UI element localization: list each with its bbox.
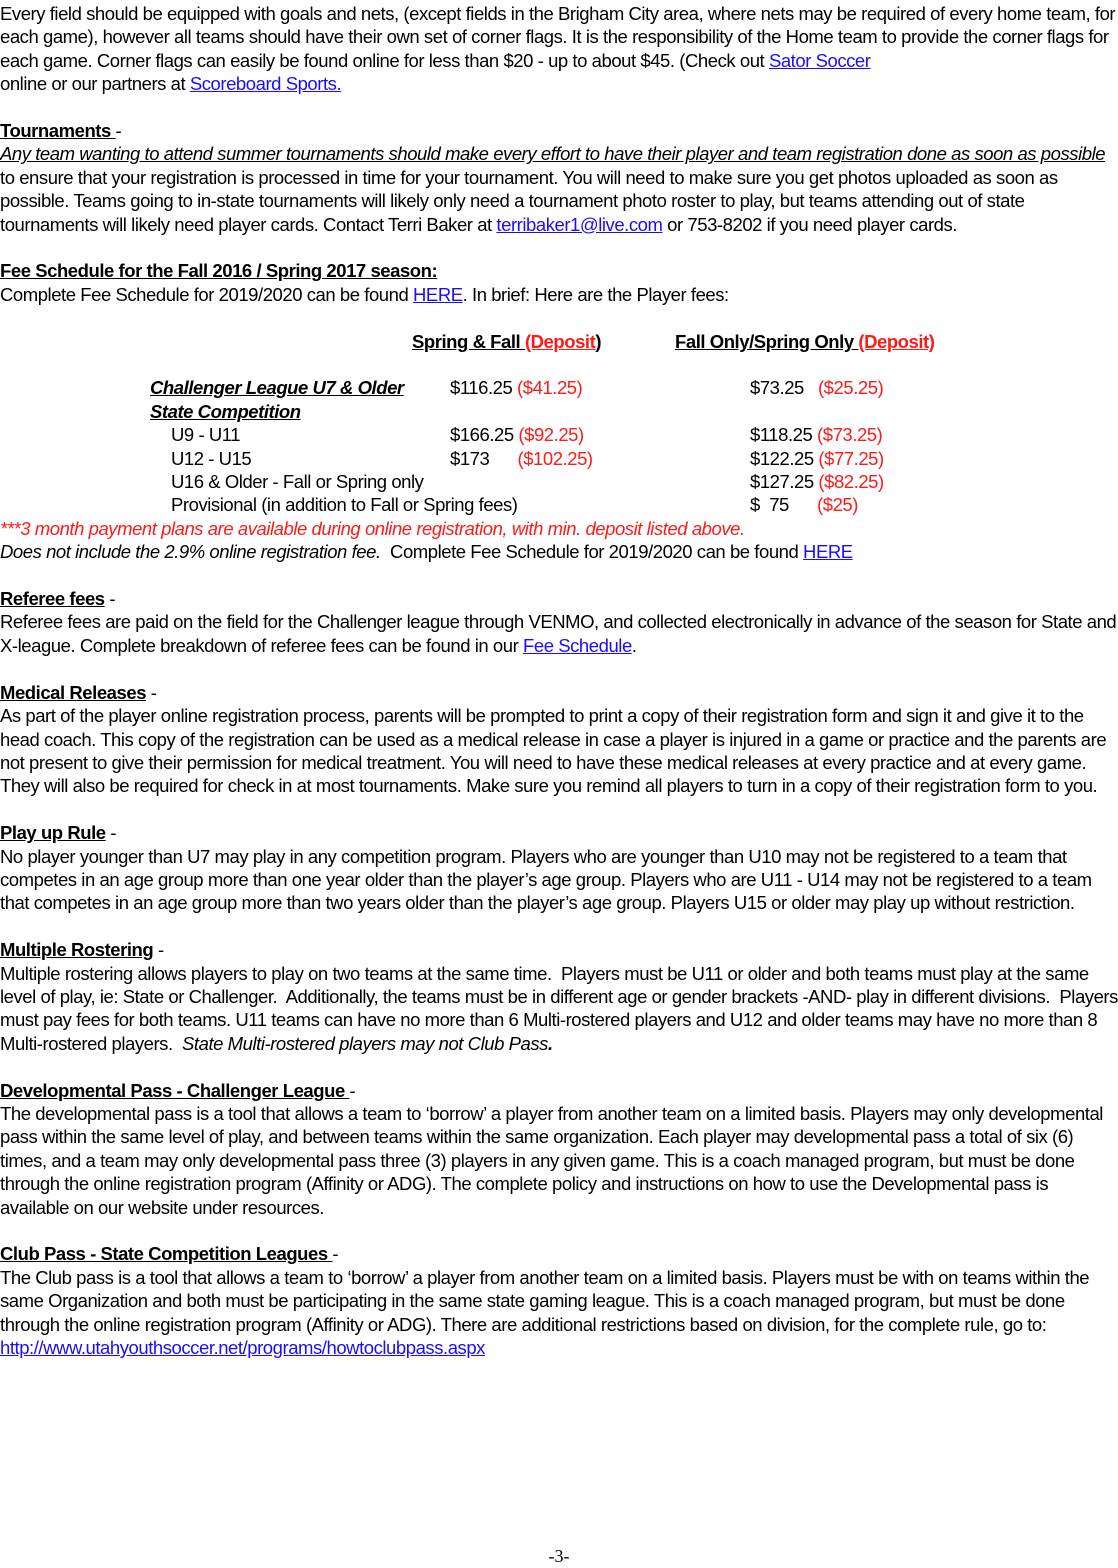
developmental-pass-section: [0, 1079, 1118, 1219]
tournaments-heading: Tournaments: [0, 120, 116, 142]
fee-spring-fall: $116.25: [450, 377, 518, 399]
club-pass-body: [0, 1266, 1118, 1360]
fall-only-deposit-label: (Deposit): [858, 330, 935, 352]
fee-row: [0, 493, 884, 516]
clubpass-text: The Club pass is a tool that allows a team to ‘borrow’ a player from another team on a limited basis. Players must be with on teams within the same Organization and both must be participating in the same state gaming league. This is a coach managed program, but must be done through the online registration program (Affinity or ADG). There are additional restrictions based on division, for the complete rule, go to:: [0, 1266, 1090, 1335]
fee-spring-fall-deposit: ($41.25): [517, 377, 583, 399]
fee-intro-text: Complete Fee Schedule for 2019/2020 can be found: [0, 283, 414, 305]
fee-spring-fall: $173: [450, 447, 518, 469]
fee-row: [0, 400, 884, 423]
fee-row-label: U16 & Older - Fall or Spring only: [171, 471, 424, 493]
fee-schedule-here-link-2[interactable]: HERE: [803, 541, 853, 563]
fee-row: [0, 376, 884, 399]
clubpass-dash: -: [332, 1243, 339, 1265]
referee-section: [0, 587, 1118, 657]
intro-text: Every field should be equipped with goals and nets, (except fields in the Brigham City area, where nets may be required of every home team, for each game), however all teams should have their own set of corner flags. It is the responsibility of the Home team to provide the corner flags for each game. Corner flags can easily be found online for less than $20 - up to about $45. (Check out: [0, 3, 1116, 71]
fee-schedule-section: [0, 259, 1118, 563]
tournaments-text: to ensure that your registration is processed in time for your tournament. You will need to make sure you get photos uploaded as soon as possible. Teams going to in-state tournaments will likely only need a tournament photo roster to play, but teams attending out of state tournaments will likely need player cards. Contact Terri Baker at: [0, 166, 1058, 235]
multiple-dot: .: [547, 1032, 553, 1054]
fee-footnote-text: Complete Fee Schedule for 2019/2020 can be found: [380, 541, 804, 563]
referee-heading: Referee fees: [0, 588, 105, 610]
fee-single-season: $118.25: [750, 424, 818, 446]
fee-schedule-link[interactable]: Fee Schedule: [523, 634, 632, 656]
spring-fall-label: Spring & Fall: [412, 330, 525, 352]
medical-heading: Medical Releases: [0, 681, 147, 703]
tournaments-text2: or 753-8202 if you need player cards.: [662, 213, 957, 235]
referee-tail: .: [631, 634, 637, 656]
multiple-rostering-section: [0, 938, 1118, 1055]
fee-single-season-deposit: ($25.25): [817, 377, 884, 399]
terri-baker-email-link[interactable]: terribaker1@live.com: [496, 213, 663, 235]
fee-row-label: State Competition: [150, 400, 301, 422]
spring-fall-column-header: [412, 330, 601, 353]
fee-spring-fall-deposit: ($92.25): [518, 424, 584, 446]
fee-spring-fall: $166.25: [450, 424, 519, 446]
spring-fall-deposit-label: (Deposit: [524, 330, 596, 352]
tournaments-italic: Any team wanting to attend summer tournaments should make every effort to have their player and team registration done as soon as possible: [0, 143, 1106, 165]
devpass-dash: -: [349, 1079, 356, 1101]
spring-fall-close: ): [595, 330, 602, 352]
fee-schedule-here-link[interactable]: HERE: [413, 283, 463, 305]
fee-intro-tail: . In brief: Here are the Player fees:: [462, 283, 729, 305]
fee-row-label: U12 - U15: [171, 447, 252, 469]
fee-spring-fall-deposit: ($102.25): [517, 447, 593, 469]
developmental-pass-body: The developmental pass is a tool that allows a team to ‘borrow’ a player from another team on a limited basis. Players may only developmental pass within the same level of play, and between teams within the same organization. Each player may developmental pass a total of six (6) times, and a team may only developmental pass three (3) players in any given game. This is a coach managed program, but must be done through the online registration program (Affinity or ADG). The complete policy and instructions on how to use the Developmental pass is available on our website under resources.: [0, 1102, 1103, 1218]
referee-body: [0, 610, 1118, 657]
club-pass-section: [0, 1242, 1118, 1359]
payment-plan-note: ***3 month payment plans are available during online registration, with min. deposit listed above.: [0, 517, 745, 539]
referee-dash: -: [104, 588, 116, 610]
playup-body: No player younger than U7 may play in any competition program. Players who are younger than U10 may not be registered to a team that competes in an age group more than one year older than the player’s age group. Players who are U11 - U14 may not be registered to a team that competes in an age group more than two years older than the player’s age group. Players U15 or older may play up without restriction.: [0, 845, 1092, 914]
fee-table: [0, 376, 884, 516]
multiple-text: Multiple rostering allows players to play on two teams at the same time. Players must be U11 or older and both teams must play at the same level of play, ie: State or Challenger. Additionally, the teams must be in different age or gender brackets -AND- play in different divisions. Players must pay fees for both teams. U11 teams can have no more than 6 Multi-rostered players and U12 and older teams may have no more than 8 Multi-rostered players.: [0, 962, 1118, 1054]
medical-body: As part of the player online registration process, parents will be prompted to print a copy of their registration form and sign it and give it to the head coach. This copy of the registration can be used as a medical release in case a player is injured in a game or practice and the parents are not present to give their permission for medical treatment. You will need to have these medical releases at every practice and at every game. They will also be required for check in at most tournaments. Make sure you remind all players to turn in a copy of their registration form to you.: [0, 705, 1107, 797]
fee-schedule-intro: [0, 283, 1118, 306]
fee-single-season-deposit: ($73.25): [817, 424, 883, 446]
multiple-dash: -: [153, 939, 164, 961]
fee-table-header: [0, 330, 1118, 377]
fall-only-column-header: [675, 330, 934, 353]
page-number: -3-: [548, 1546, 570, 1566]
medical-section: [0, 681, 1118, 798]
sator-soccer-link[interactable]: Sator Soccer: [768, 49, 871, 71]
multiple-rostering-body: [0, 962, 1118, 1056]
fee-single-season: $122.25: [750, 447, 819, 469]
fee-row: [0, 447, 884, 470]
developmental-pass-heading: Developmental Pass - Challenger League: [0, 1079, 350, 1101]
fee-single-season-deposit: ($77.25): [818, 447, 884, 469]
club-pass-heading: Club Pass - State Competition Leagues: [0, 1243, 333, 1265]
fee-row: [0, 470, 884, 493]
fee-row-label: Challenger League U7 & Older: [150, 377, 404, 399]
fee-single-season: $73.25: [750, 377, 818, 399]
intro-mid: online or our partners at: [0, 73, 190, 95]
intro-paragraph: [0, 2, 1118, 96]
fee-single-season: $ 75: [750, 494, 818, 516]
fee-single-season-deposit: ($82.25): [818, 471, 884, 493]
fee-footnote-italic: Does not include the 2.9% online registration fee.: [0, 541, 381, 563]
multiple-italic: State Multi-rostered players may not Club Pass: [182, 1032, 548, 1054]
fee-single-season: $127.25: [750, 471, 819, 493]
fall-only-label: Fall Only/Spring Only: [675, 330, 859, 352]
fee-row-label: Provisional (in addition to Fall or Spring fees): [171, 494, 518, 516]
tournaments-body: [0, 142, 1118, 236]
document-page: [0, 2, 1118, 1359]
club-pass-url-link[interactable]: http://www.utahyouthsoccer.net/programs/howtoclubpass.aspx: [0, 1337, 485, 1358]
tournaments-section: [0, 119, 1118, 236]
medical-dash: -: [146, 681, 157, 703]
fee-row-label: U9 - U11: [171, 424, 241, 446]
fee-single-season-deposit: ($25): [817, 494, 858, 516]
playup-heading: Play up Rule: [0, 822, 106, 844]
referee-text: Referee fees are paid on the field for the Challenger league through VENMO, and collected electronically in advance of the season for State and X-league. Complete breakdown of referee fees can be found in our: [0, 611, 1117, 656]
fee-row: [0, 423, 884, 446]
multiple-rostering-heading: Multiple Rostering: [0, 939, 154, 961]
fee-footnote: [0, 540, 1118, 563]
scoreboard-sports-link[interactable]: Scoreboard Sports.: [189, 73, 342, 95]
playup-section: [0, 821, 1118, 915]
tournaments-dash: -: [115, 120, 122, 142]
fee-schedule-heading: Fee Schedule for the Fall 2016 / Spring 2017 season:: [0, 260, 438, 282]
playup-dash: -: [105, 822, 117, 844]
